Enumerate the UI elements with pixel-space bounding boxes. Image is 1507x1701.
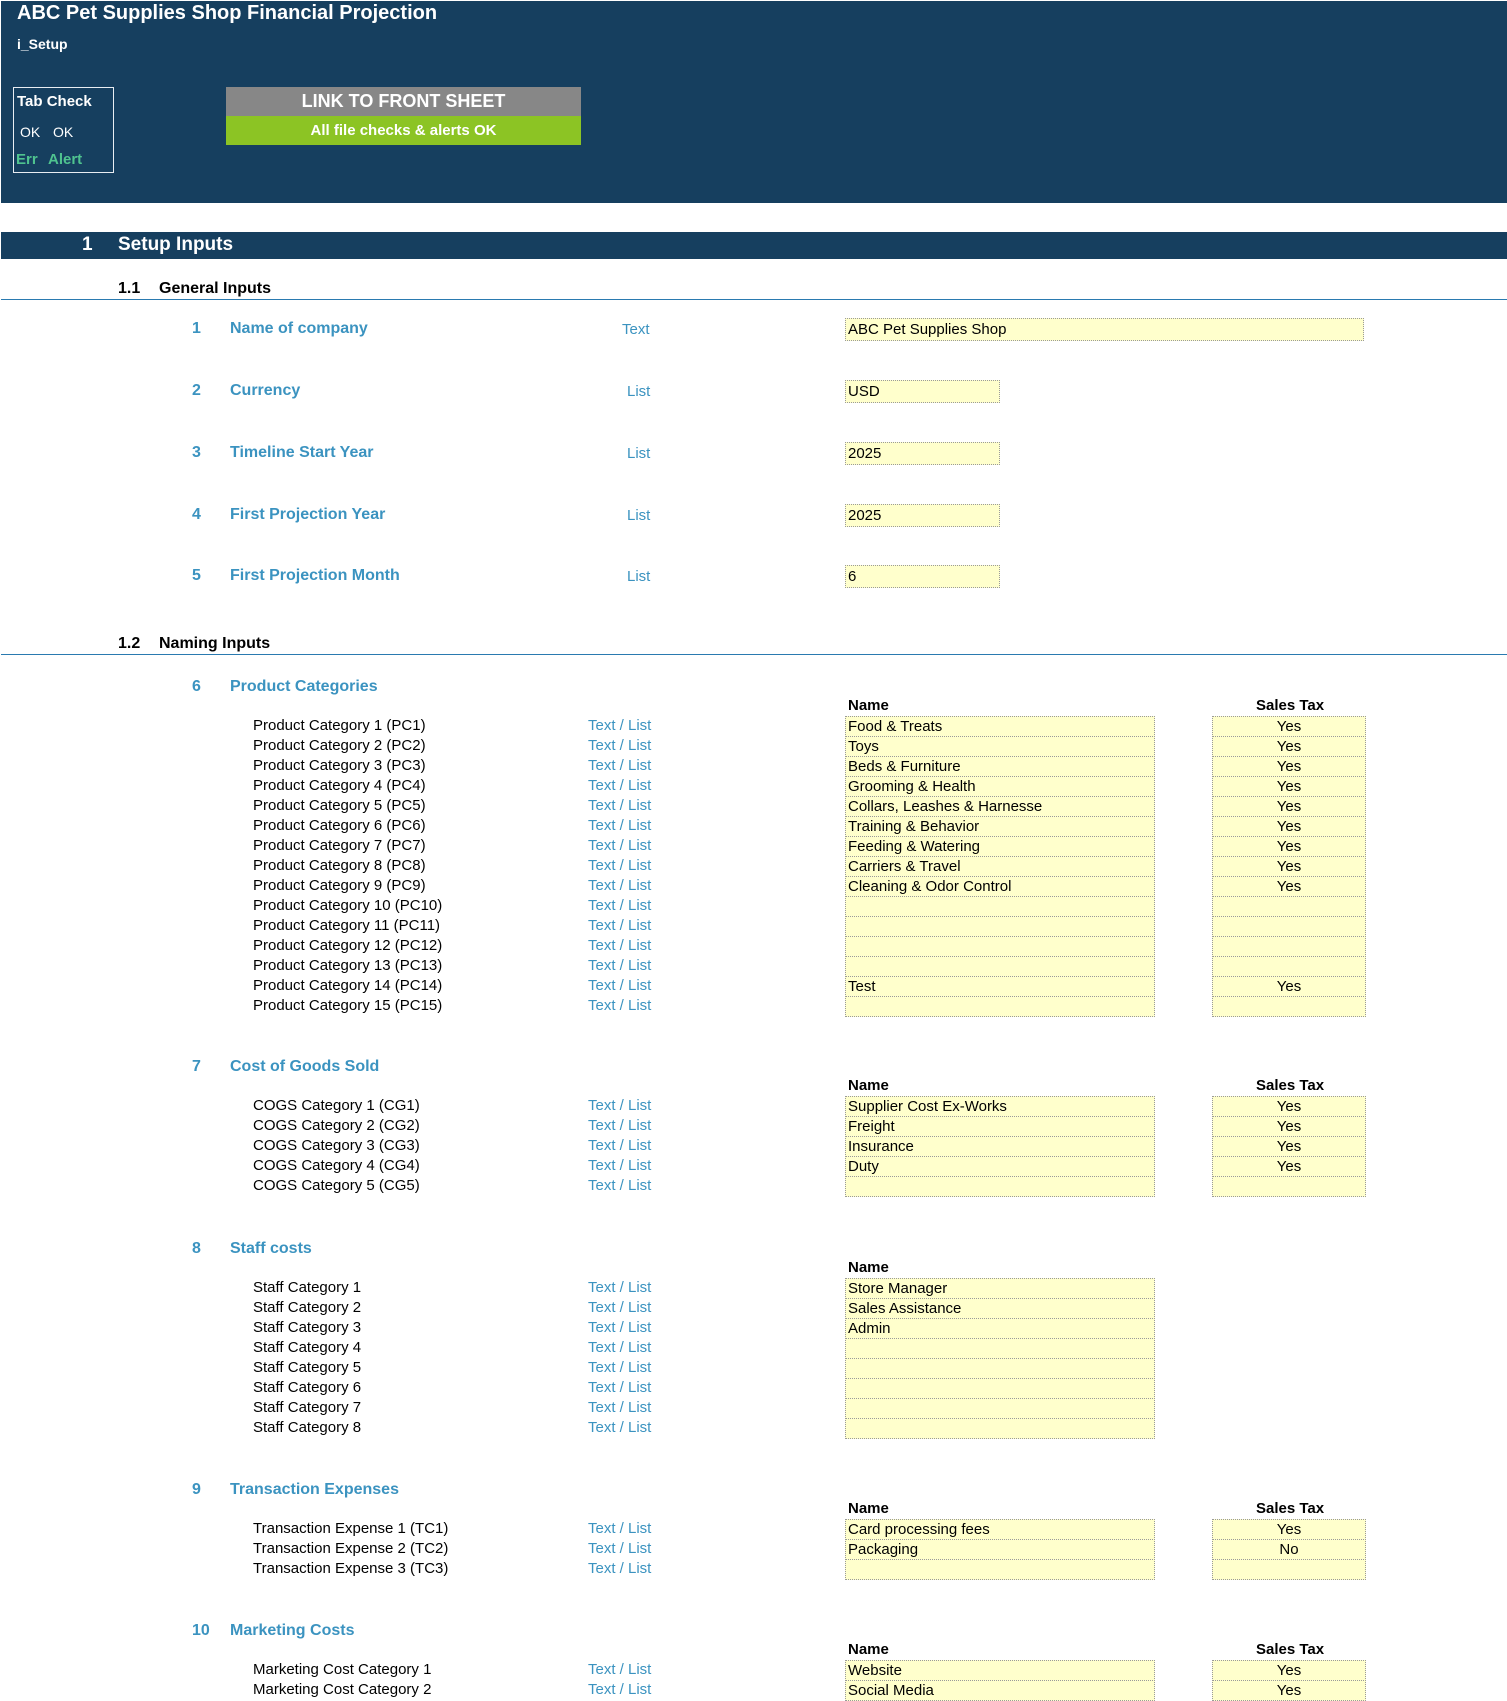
- row-label: Product Category 2 (PC2): [253, 737, 426, 754]
- row-label: Staff Category 5: [253, 1359, 362, 1376]
- input-number: 4: [192, 506, 201, 523]
- input-label: Currency: [230, 382, 301, 399]
- subsection-title: General Inputs: [159, 280, 272, 297]
- row-type: Text / List: [588, 857, 652, 874]
- row-label: Staff Category 1: [253, 1279, 362, 1296]
- sales-tax-input[interactable]: Yes: [1212, 976, 1366, 997]
- input-label: First Projection Month: [230, 567, 400, 584]
- sales-tax-input[interactable]: [1212, 1559, 1366, 1580]
- group-title: Cost of Goods Sold: [230, 1058, 380, 1075]
- group-number: 6: [192, 678, 201, 695]
- group-title: Staff costs: [230, 1240, 312, 1257]
- row-label: Product Category 1 (PC1): [253, 717, 426, 734]
- row-type: Text / List: [588, 917, 652, 934]
- group-number: 9: [192, 1481, 201, 1498]
- name-input[interactable]: Supplier Cost Ex-Works: [845, 1096, 1155, 1117]
- group-number: 10: [192, 1622, 210, 1639]
- sales-tax-input[interactable]: Yes: [1212, 856, 1366, 877]
- input-type: List: [627, 445, 651, 462]
- name-input[interactable]: Food & Treats: [845, 716, 1155, 737]
- name-input[interactable]: Beds & Furniture: [845, 756, 1155, 777]
- tab-check-alert: Alert: [48, 151, 83, 168]
- section-number: 1: [82, 234, 93, 255]
- sales-tax-input[interactable]: Yes: [1212, 776, 1366, 797]
- group-number: 8: [192, 1240, 201, 1257]
- row-type: Text / List: [588, 717, 652, 734]
- subsection-number: 1.1: [118, 280, 141, 297]
- row-type: Text / List: [588, 777, 652, 794]
- name-input[interactable]: [845, 1378, 1155, 1399]
- row-label: Marketing Cost Category 1: [253, 1661, 432, 1678]
- page-title: ABC Pet Supplies Shop Financial Projection: [17, 2, 438, 24]
- row-type: Text / List: [588, 937, 652, 954]
- row-type: Text / List: [588, 797, 652, 814]
- input-number: 3: [192, 444, 201, 461]
- row-label: Staff Category 4: [253, 1339, 362, 1356]
- column-header-sales-tax: Sales Tax: [1256, 1077, 1325, 1094]
- input-field-timeline-start-year[interactable]: 2025: [845, 442, 1000, 465]
- row-label: COGS Category 1 (CG1): [253, 1097, 420, 1114]
- input-field-first-projection-year[interactable]: 2025: [845, 504, 1000, 527]
- sales-tax-input[interactable]: Yes: [1212, 1519, 1366, 1540]
- sales-tax-input[interactable]: [1212, 896, 1366, 917]
- name-input[interactable]: Training & Behavior: [845, 816, 1155, 837]
- row-type: Text / List: [588, 1117, 652, 1134]
- column-header-sales-tax: Sales Tax: [1256, 1500, 1325, 1517]
- row-label: Product Category 15 (PC15): [253, 997, 443, 1014]
- sales-tax-input[interactable]: Yes: [1212, 816, 1366, 837]
- row-label: Product Category 6 (PC6): [253, 817, 426, 834]
- sales-tax-input[interactable]: [1212, 956, 1366, 977]
- name-input[interactable]: [845, 956, 1155, 977]
- sales-tax-input[interactable]: [1212, 936, 1366, 957]
- row-label: Transaction Expense 1 (TC1): [253, 1520, 449, 1537]
- name-input[interactable]: Freight: [845, 1116, 1155, 1137]
- tab-check-ok: OK: [53, 124, 74, 140]
- sales-tax-input[interactable]: Yes: [1212, 836, 1366, 857]
- group-title: Marketing Costs: [230, 1622, 355, 1639]
- row-label: Product Category 11 (PC11): [253, 917, 441, 934]
- file-check-status: All file checks & alerts OK: [226, 116, 581, 145]
- name-input[interactable]: Toys: [845, 736, 1155, 757]
- tab-check-ok: OK: [20, 124, 41, 140]
- subsection-title: Naming Inputs: [159, 635, 271, 652]
- name-input[interactable]: [845, 1176, 1155, 1197]
- row-type: Text / List: [588, 877, 652, 894]
- sales-tax-input[interactable]: No: [1212, 1539, 1366, 1560]
- name-input[interactable]: [845, 896, 1155, 917]
- column-header-name: Name: [848, 1259, 889, 1276]
- group-title: Product Categories: [230, 678, 378, 695]
- row-type: Text / List: [588, 1520, 652, 1537]
- column-header-name: Name: [848, 697, 889, 714]
- name-input[interactable]: Sales Assistance: [845, 1298, 1155, 1319]
- group-number: 7: [192, 1058, 201, 1075]
- row-label: Transaction Expense 3 (TC3): [253, 1560, 449, 1577]
- row-type: Text / List: [588, 1157, 652, 1174]
- column-header-sales-tax: Sales Tax: [1256, 1641, 1325, 1658]
- row-label: Marketing Cost Category 2: [253, 1681, 432, 1698]
- row-type: Text / List: [588, 897, 652, 914]
- row-label: Staff Category 3: [253, 1319, 362, 1336]
- row-label: Product Category 5 (PC5): [253, 797, 426, 814]
- row-label: Product Category 8 (PC8): [253, 857, 426, 874]
- subsection-divider: [1, 299, 1507, 300]
- subsection-number: 1.2: [118, 635, 141, 652]
- row-type: Text / List: [588, 1339, 652, 1356]
- sales-tax-input[interactable]: [1212, 996, 1366, 1017]
- sales-tax-input[interactable]: Yes: [1212, 716, 1366, 737]
- name-input[interactable]: Social Media: [845, 1680, 1155, 1701]
- name-input[interactable]: Carriers & Travel: [845, 856, 1155, 877]
- row-label: Product Category 10 (PC10): [253, 897, 443, 914]
- sales-tax-input[interactable]: Yes: [1212, 1680, 1366, 1701]
- row-type: Text / List: [588, 997, 652, 1014]
- sales-tax-input[interactable]: Yes: [1212, 736, 1366, 757]
- row-type: Text / List: [588, 837, 652, 854]
- name-input[interactable]: [845, 1559, 1155, 1580]
- row-type: Text / List: [588, 1681, 652, 1698]
- sales-tax-input[interactable]: Yes: [1212, 756, 1366, 777]
- row-label: Product Category 13 (PC13): [253, 957, 443, 974]
- name-input[interactable]: Feeding & Watering: [845, 836, 1155, 857]
- tab-check-box: [13, 87, 114, 173]
- name-input[interactable]: Collars, Leashes & Harnesse: [845, 796, 1155, 817]
- section-title: Setup Inputs: [118, 234, 234, 255]
- column-header-name: Name: [848, 1077, 889, 1094]
- row-type: Text / List: [588, 817, 652, 834]
- name-input[interactable]: [845, 1418, 1155, 1439]
- row-label: Product Category 3 (PC3): [253, 757, 426, 774]
- row-type: Text / List: [588, 977, 652, 994]
- row-type: Text / List: [588, 1661, 652, 1678]
- sales-tax-input[interactable]: Yes: [1212, 796, 1366, 817]
- tab-check-title: Tab Check: [17, 93, 92, 110]
- name-input[interactable]: Admin: [845, 1318, 1155, 1339]
- row-label: Staff Category 7: [253, 1399, 362, 1416]
- group-title: Transaction Expenses: [230, 1481, 399, 1498]
- row-label: Product Category 14 (PC14): [253, 977, 443, 994]
- row-type: Text / List: [588, 1137, 652, 1154]
- input-type: Text: [622, 321, 650, 338]
- sales-tax-input[interactable]: [1212, 1176, 1366, 1197]
- name-input[interactable]: Card processing fees: [845, 1519, 1155, 1540]
- name-input[interactable]: Cleaning & Odor Control: [845, 876, 1155, 897]
- row-type: Text / List: [588, 1540, 652, 1557]
- name-input[interactable]: [845, 936, 1155, 957]
- row-label: Staff Category 2: [253, 1299, 362, 1316]
- input-field-name-of-company[interactable]: ABC Pet Supplies Shop: [845, 318, 1364, 341]
- row-type: Text / List: [588, 1399, 652, 1416]
- name-input[interactable]: Store Manager: [845, 1278, 1155, 1299]
- sales-tax-input[interactable]: Yes: [1212, 1116, 1366, 1137]
- name-input[interactable]: [845, 996, 1155, 1017]
- name-input[interactable]: [845, 1358, 1155, 1379]
- row-label: Product Category 7 (PC7): [253, 837, 426, 854]
- input-label: Name of company: [230, 320, 368, 337]
- input-label: Timeline Start Year: [230, 444, 374, 461]
- name-input[interactable]: Grooming & Health: [845, 776, 1155, 797]
- name-input[interactable]: Test: [845, 976, 1155, 997]
- input-type: List: [627, 507, 651, 524]
- sheet-name: i_Setup: [17, 36, 68, 52]
- input-number: 5: [192, 567, 201, 584]
- row-type: Text / List: [588, 1279, 652, 1296]
- row-label: Staff Category 6: [253, 1379, 362, 1396]
- row-label: Product Category 4 (PC4): [253, 777, 426, 794]
- row-type: Text / List: [588, 1379, 652, 1396]
- row-type: Text / List: [588, 1560, 652, 1577]
- row-label: COGS Category 5 (CG5): [253, 1177, 420, 1194]
- name-input[interactable]: Packaging: [845, 1539, 1155, 1560]
- input-field-first-projection-month[interactable]: 6: [845, 565, 1000, 588]
- name-input[interactable]: Insurance: [845, 1136, 1155, 1157]
- row-label: COGS Category 2 (CG2): [253, 1117, 420, 1134]
- name-input[interactable]: [845, 1338, 1155, 1359]
- input-type: List: [627, 383, 651, 400]
- row-type: Text / List: [588, 1299, 652, 1316]
- input-field-currency[interactable]: USD: [845, 380, 1000, 403]
- row-type: Text / List: [588, 1177, 652, 1194]
- name-input[interactable]: Duty: [845, 1156, 1155, 1177]
- tab-check-err: Err: [16, 151, 38, 168]
- row-type: Text / List: [588, 737, 652, 754]
- row-type: Text / List: [588, 1097, 652, 1114]
- link-to-front-sheet-button[interactable]: LINK TO FRONT SHEET: [226, 87, 581, 116]
- sales-tax-input[interactable]: Yes: [1212, 1660, 1366, 1681]
- row-label: Product Category 9 (PC9): [253, 877, 426, 894]
- row-label: COGS Category 3 (CG3): [253, 1137, 420, 1154]
- subsection-divider: [1, 654, 1507, 655]
- row-type: Text / List: [588, 1359, 652, 1376]
- row-type: Text / List: [588, 957, 652, 974]
- row-type: Text / List: [588, 1319, 652, 1336]
- input-number: 1: [192, 320, 201, 337]
- sales-tax-input[interactable]: Yes: [1212, 876, 1366, 897]
- sales-tax-input[interactable]: Yes: [1212, 1096, 1366, 1117]
- name-input[interactable]: [845, 1398, 1155, 1419]
- input-number: 2: [192, 382, 201, 399]
- name-input[interactable]: Website: [845, 1660, 1155, 1681]
- input-type: List: [627, 568, 651, 585]
- row-label: COGS Category 4 (CG4): [253, 1157, 420, 1174]
- column-header-name: Name: [848, 1500, 889, 1517]
- sales-tax-input[interactable]: Yes: [1212, 1156, 1366, 1177]
- input-label: First Projection Year: [230, 506, 386, 523]
- column-header-sales-tax: Sales Tax: [1256, 697, 1325, 714]
- sales-tax-input[interactable]: [1212, 916, 1366, 937]
- row-type: Text / List: [588, 1419, 652, 1436]
- row-label: Product Category 12 (PC12): [253, 937, 443, 954]
- column-header-name: Name: [848, 1641, 889, 1658]
- row-label: Transaction Expense 2 (TC2): [253, 1540, 449, 1557]
- sales-tax-input[interactable]: Yes: [1212, 1136, 1366, 1157]
- row-label: Staff Category 8: [253, 1419, 362, 1436]
- name-input[interactable]: [845, 916, 1155, 937]
- row-type: Text / List: [588, 757, 652, 774]
